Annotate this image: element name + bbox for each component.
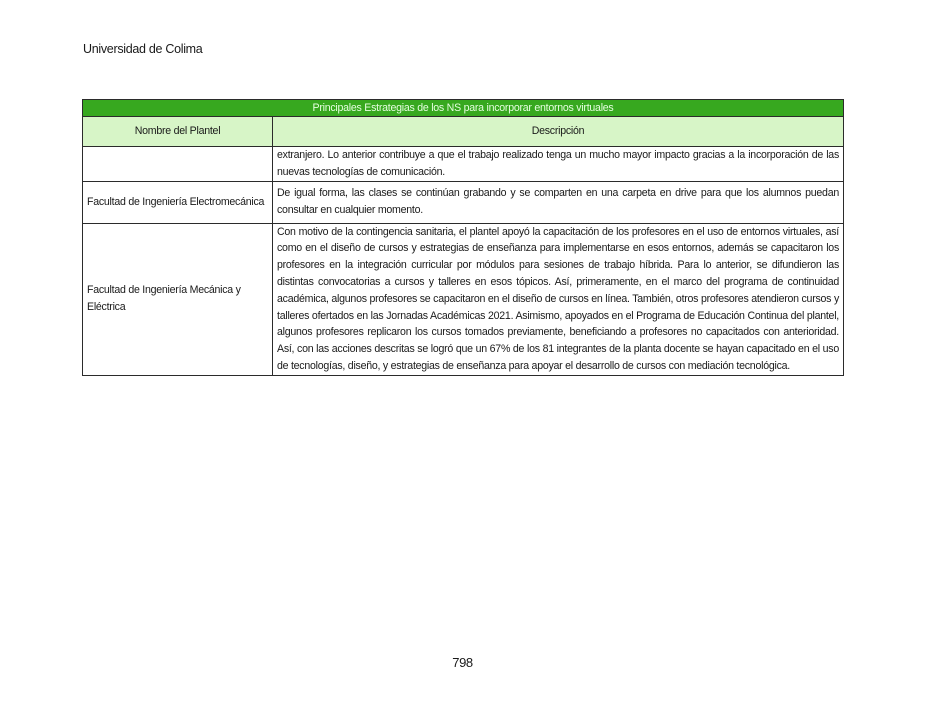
document-header: Universidad de Colima xyxy=(83,42,203,56)
table-title: Principales Estrategias de los NS para incorporar entornos virtuales xyxy=(83,100,844,117)
plantel-description: Con motivo de la contingencia sanitaria, el plantel apoyó la capacitación de los profesores en el uso de entornos virtuales, así como en el diseño de cursos y estrategias de enseñanza para implementarse en esos entornos, además se capacitaron los profesores en la integración curricular por módulos para sesiones de trabajo híbrida. Para lo anterior, se difundieron las distintas convocatorias a cursos y talleres en esos tópicos. Así, primeramente, en el marco del programa de continuidad académica, algunos profesores se capacitaron en el diseño de cursos en línea. También, otros profesores atendieron cursos y talleres ofertados en las Jornadas Académicas 2021. Asimismo, apoyados en el Programa de Educación Continua del plantel, algunos profesores replicaron los cursos tomados previamente, beneficiando a profesores no capacitados con anterioridad. Así, con las acciones descritas se logró que un 67% de los 81 integrantes de la planta docente se hayan capacitado en el uso de tecnologías, diseño, y estrategias de enseñanza para apoyar el desarrollo de cursos con mediación tecnológica. xyxy=(273,223,844,375)
table-row xyxy=(83,147,844,182)
plantel-name: Facultad de Ingeniería Electromecánica xyxy=(83,181,273,223)
plantel-description: extranjero. Lo anterior contribuye a que el trabajo realizado tenga un mucho mayor impacto gracias a la incorporación de las nuevas tecnologías de comunicación. xyxy=(273,147,844,182)
column-header-name: Nombre del Plantel xyxy=(83,117,273,147)
table-row xyxy=(83,223,844,375)
plantel-name xyxy=(83,147,273,182)
page-number: 798 xyxy=(452,655,473,670)
strategies-table xyxy=(82,99,844,376)
table-title-row xyxy=(83,100,844,117)
table-header-row xyxy=(83,117,844,147)
column-header-description: Descripción xyxy=(273,117,844,147)
table-row xyxy=(83,181,844,223)
plantel-description: De igual forma, las clases se continúan grabando y se comparten en una carpeta en drive para que los alumnos puedan consultar en cualquier momento. xyxy=(273,181,844,223)
plantel-name: Facultad de Ingeniería Mecánica y Eléctrica xyxy=(83,223,273,375)
